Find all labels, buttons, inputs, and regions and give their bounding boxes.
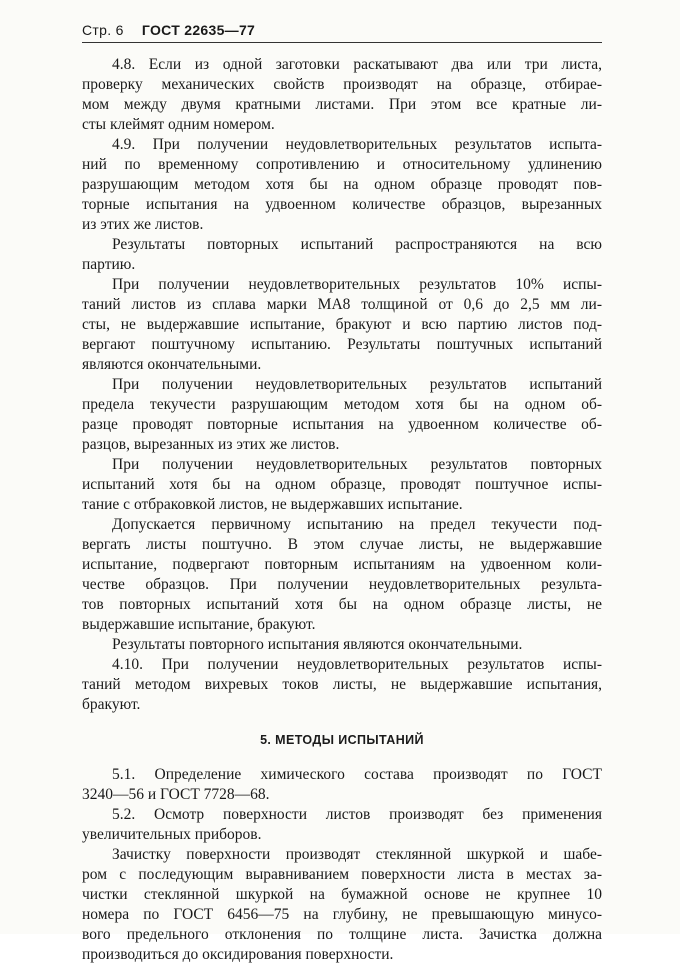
text-line: таний методом вихревых токов листы, не выдержавшие испытания, [82,676,602,693]
text-line: мом между двумя кратными листами. При этом все кратные ли- [82,96,602,113]
text-line: 5.2. Осмотр поверхности листов производят без применения [112,806,602,823]
text-line: являются окончательными. [82,356,262,373]
text-line: таний листов из сплава марки МА8 толщиной от 0,6 до 2,5 мм ли- [82,296,602,313]
text-line: увеличительных приборов. [82,826,262,843]
text-line: выдержавшие испытание, бракуют. [82,616,316,633]
text-line: 3240—56 и ГОСТ 7728—68. [82,786,270,803]
text-line: При получении неудовлетворительных результатов повторных [112,456,602,473]
text-line: Допускается первичному испытанию на предел текучести под- [112,516,602,533]
text-line: вергают поштучному испытанию. Результаты поштучных испытаний [82,336,602,353]
text-line: Результаты повторных испытаний распространяются на всю [112,236,602,253]
text-line: сты клеймят одним номером. [82,116,275,133]
text-line: вергать листы поштучно. В этом случае листы, не выдержавшие [82,536,602,553]
text-line: испытание, подвергают повторным испытаниям на удвоенном коли- [82,556,602,573]
text-line: 4.9. При получении неудовлетворительных результатов испыта- [112,136,602,153]
text-line: сты, не выдержавшие испытание, бракуют и всю партию листов под- [82,316,602,333]
text-line: торные испытания на удвоенном количестве образцов, вырезанных [82,196,602,213]
text-line: проверку механических свойств производят на образце, отбирае- [82,76,602,93]
text-line: производиться до оксидирования поверхности. [82,946,394,963]
text-line: Зачистку поверхности производят стеклянной шкуркой и шабе- [112,846,602,863]
text-line: партию. [82,256,136,273]
text-line: тание с отбраковкой листов, не выдержавших испытание. [82,496,463,513]
section-heading: 5. МЕТОДЫ ИСПЫТАНИЙ [260,733,424,747]
text-line: номера по ГОСТ 6456—75 на глубину, не превышающую минусо- [82,906,602,923]
text-line: честве образцов. При получении неудовлетворительных результа- [82,576,602,593]
text-line: При получении неудовлетворительных результатов 10% испы- [112,276,602,293]
text-line: ром с последующим выравниванием поверхности листа в местах за- [82,866,602,883]
text-line: бракуют. [82,696,141,713]
text-line: предела текучести разрушающим методом хотя бы на одном об- [82,396,602,413]
document-body [82,55,602,965]
text-line: 5.1. Определение химического состава производят по ГОСТ [112,766,602,783]
text-line: испытаний хотя бы на одном образце, проводят поштучное испы- [82,476,602,493]
text-line: При получении неудовлетворительных результатов испытаний [112,376,602,393]
text-line: из этих же листов. [82,216,204,233]
running-header [82,22,255,38]
header-rule [82,42,602,43]
text-line: Результаты повторного испытания являются окончательными. [112,636,523,653]
standard-number: ГОСТ 22635—77 [141,22,256,38]
text-line: разце проводят повторные испытания на удвоенном количестве об- [82,416,602,433]
page-number: Стр. 6 [82,22,124,38]
text-line: чистки стеклянной шкуркой на бумажной основе не крупнее 10 [82,886,602,903]
text-line: разрушающим методом хотя бы на одном образце проводят пов- [82,176,602,193]
text-line: 4.8. Если из одной заготовки раскатывают два или три листа, [112,56,602,73]
text-line: вого предельного отклонения по толщине листа. Зачистка должна [82,926,602,943]
text-line: 4.10. При получении неудовлетворительных результатов испы- [112,656,602,673]
text-line: ний по временному сопротивлению и относительному удлинению [82,156,602,173]
text-line: разцов, вырезанных из этих же листов. [82,436,340,453]
text-line: тов повторных испытаний хотя бы на одном образце листы, не [82,596,602,613]
